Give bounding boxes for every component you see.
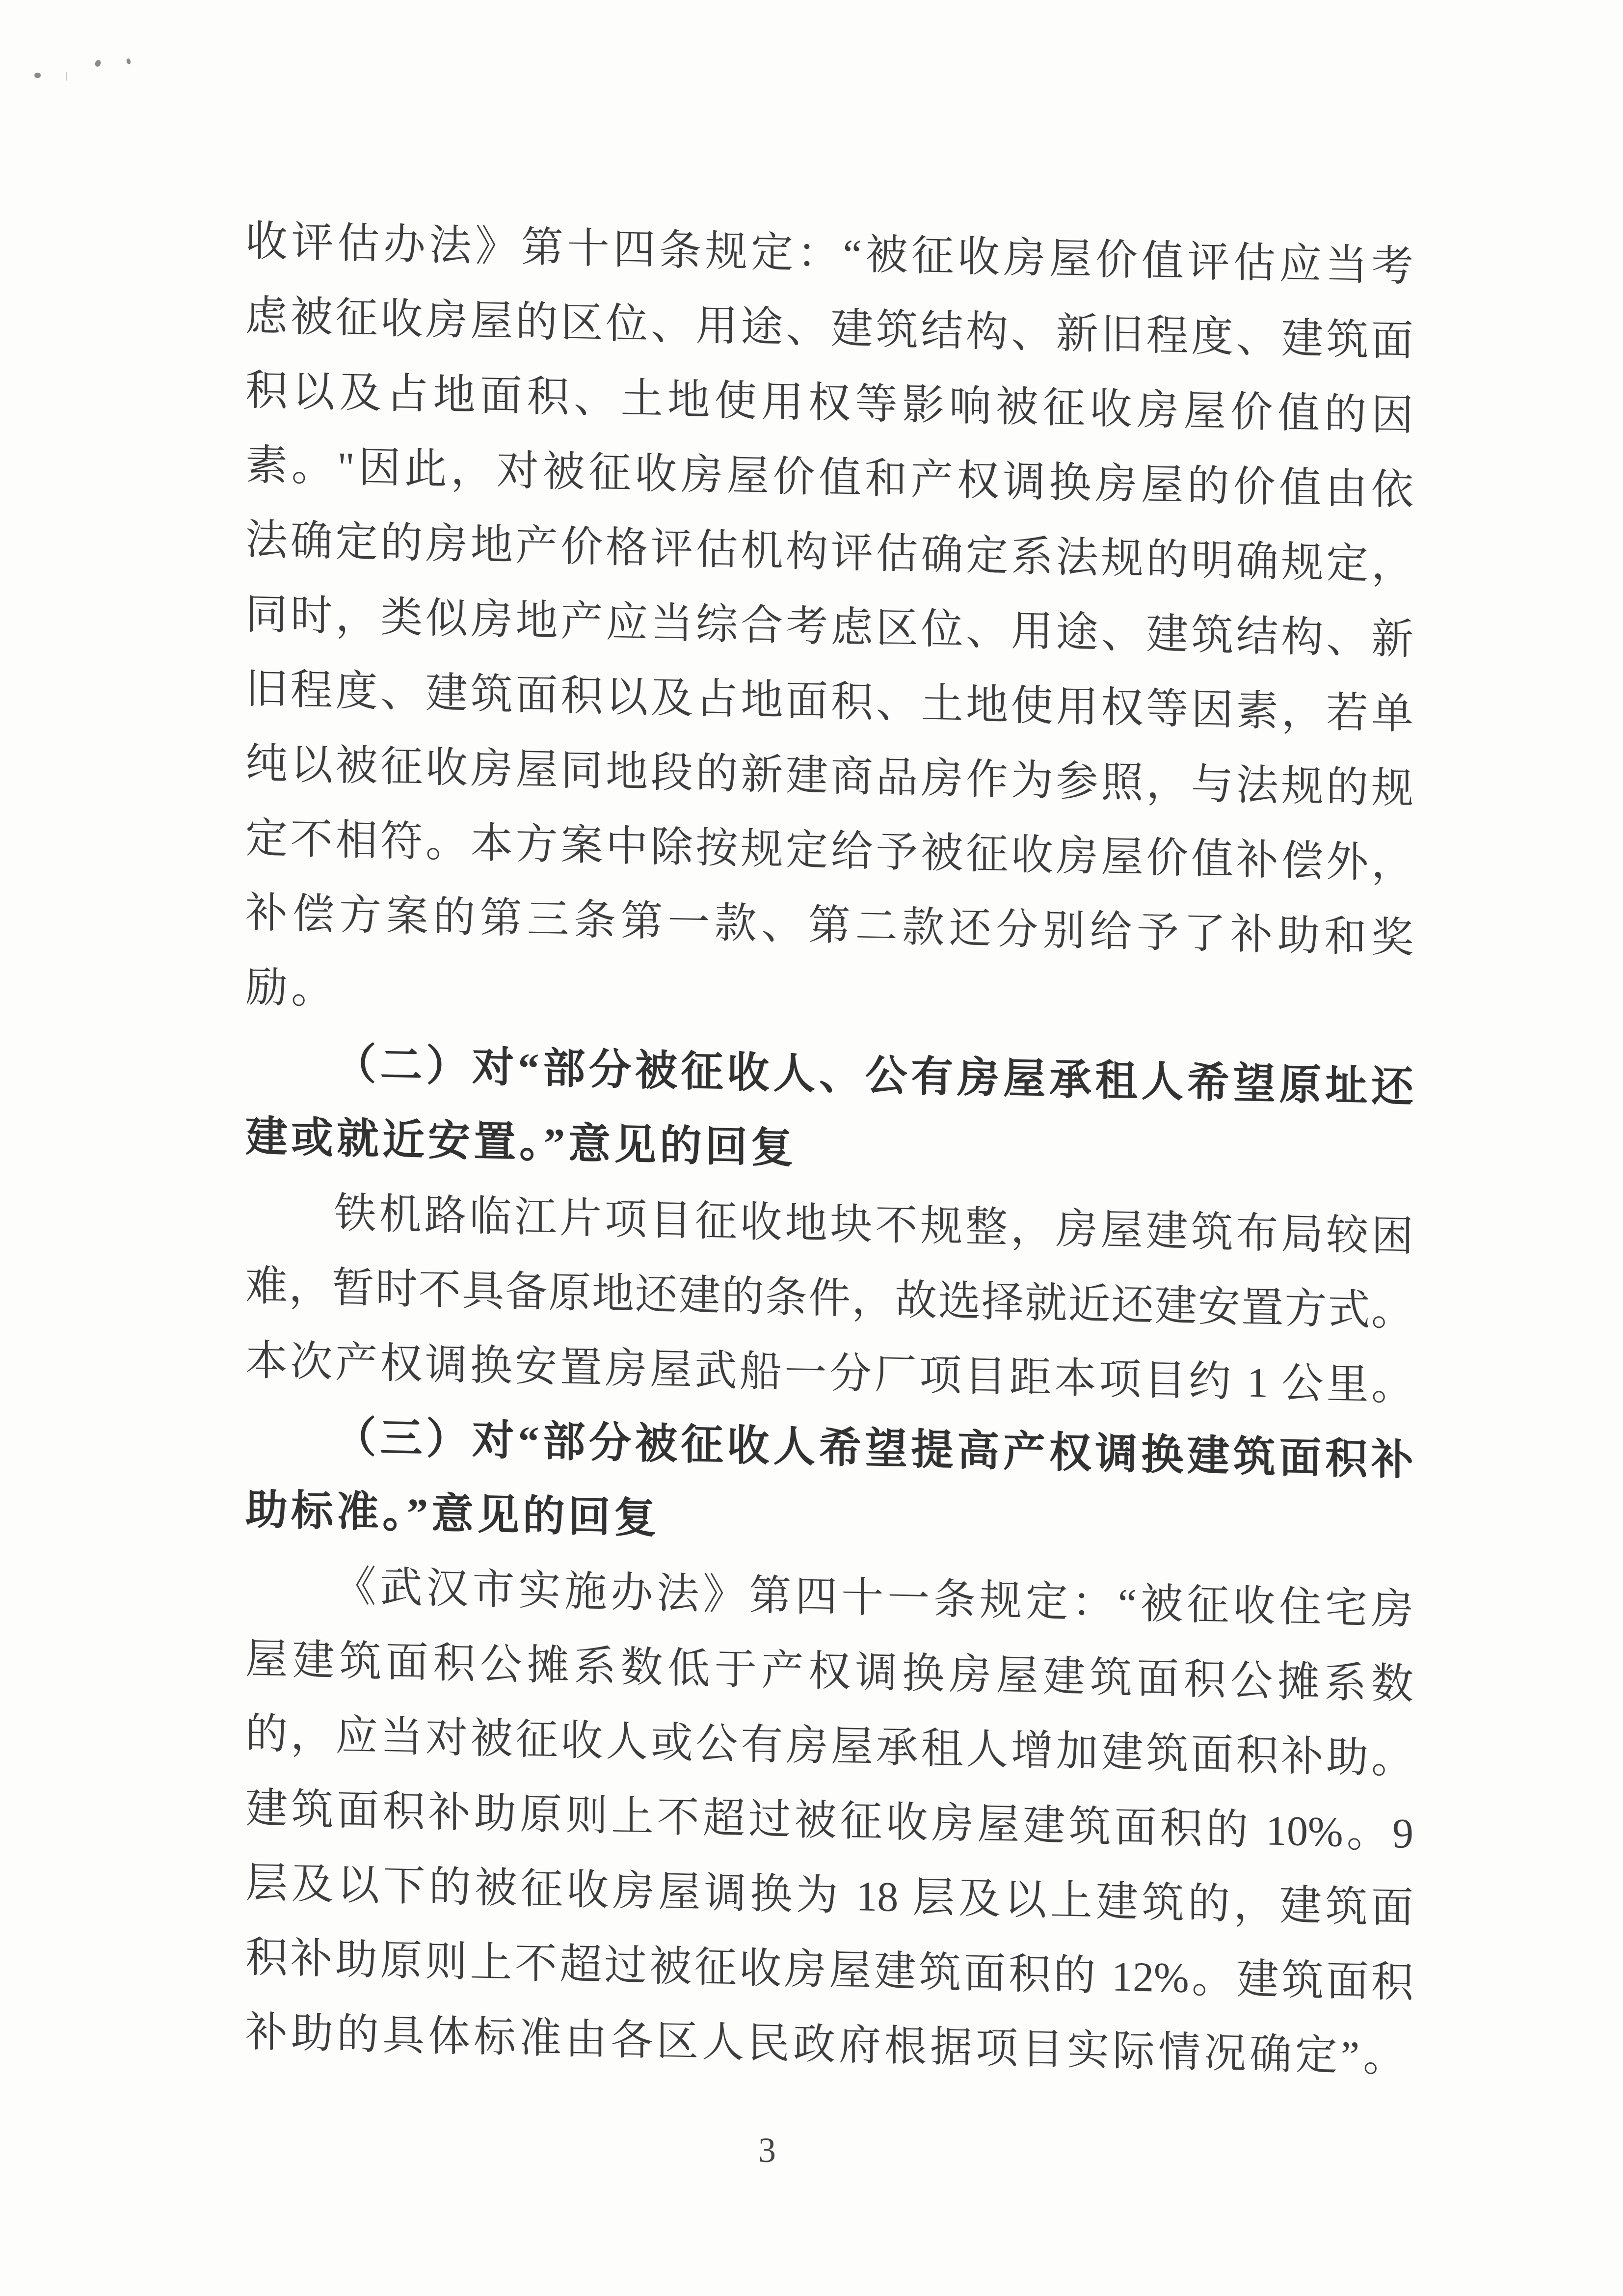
document-body [245, 204, 1413, 2095]
text-line: 本次产权调换安置房屋武船一分厂项目距本项目约 1 公里。 [245, 1337, 1413, 1409]
text-line: 励。 [245, 964, 337, 1013]
text-line: 法确定的房地产价格评估机构评估确定系法规的明确规定， [245, 516, 1413, 589]
scan-speckle [126, 58, 132, 65]
text-line: 难，暂时不具备原地还建的条件，故选择就近还建安置方式。 [245, 1262, 1413, 1335]
text-line: 积补助原则上不超过被征收房屋建筑面积的 12%。建筑面积 [245, 1934, 1413, 2006]
heading-line: （二）对“部分被征收人、公有房屋承租人希望原址还 [334, 1040, 1413, 1111]
text-line: 虑被征收房屋的区位、用途、建筑结构、新旧程度、建筑面 [245, 292, 1413, 365]
text-line: 铁机路临江片项目征收地块不规整，房屋建筑布局较困 [334, 1189, 1413, 1260]
text-line: 纯以被征收房屋同地段的新建商品房作为参照，与法规的规 [245, 740, 1413, 812]
text-line: 《武汉市实施办法》第四十一条规定：“被征收住宅房 [334, 1562, 1413, 1633]
text-line: 旧程度、建筑面积以及占地面积、土地使用权等因素，若单 [245, 665, 1413, 738]
heading-line: （三）对“部分被征收人希望提高产权调换建筑面积补 [334, 1413, 1413, 1484]
page-number: 3 [758, 2131, 776, 2170]
text-line: 积以及占地面积、土地使用权等影响被征收房屋价值的因 [245, 367, 1413, 439]
text-line: 同时，类似房地产应当综合考虑区位、用途、建筑结构、新 [245, 591, 1413, 663]
heading-line: 建或就近安置。”意见的回复 [245, 1113, 797, 1172]
text-line: 补助的具体标准由各区人民政府根据项目实际情况确定”。 [245, 2008, 1409, 2081]
scan-speckle [94, 59, 102, 68]
text-line: 补偿方案的第三条第一款、第二款还分别给予了补助和奖 [245, 889, 1413, 962]
text-line: 建筑面积补助原则上不超过被征收房屋建筑面积的 10%。9 [245, 1784, 1413, 1857]
scan-speckle [34, 73, 41, 78]
text-line: 收评估办法》第十四条规定：“被征收房屋价值评估应当考 [245, 217, 1413, 290]
text-line: 素。"因此，对被征收房屋价值和产权调换房屋的价值由依 [245, 441, 1413, 514]
text-line: 层及以下的被征收房屋调换为 18 层及以上建筑的，建筑面 [245, 1859, 1413, 1932]
scan-speckle [66, 72, 67, 81]
heading-line: 助标准。”意见的回复 [245, 1486, 660, 1542]
text-line: 屋建筑面积公摊系数低于产权调换房屋建筑面积公摊系数 [245, 1635, 1413, 1708]
text-line: 的，应当对被征收人或公有房屋承租人增加建筑面积补助。 [245, 1710, 1413, 1783]
text-line: 定不相符。本方案中除按规定给予被征收房屋价值补偿外， [245, 814, 1413, 887]
